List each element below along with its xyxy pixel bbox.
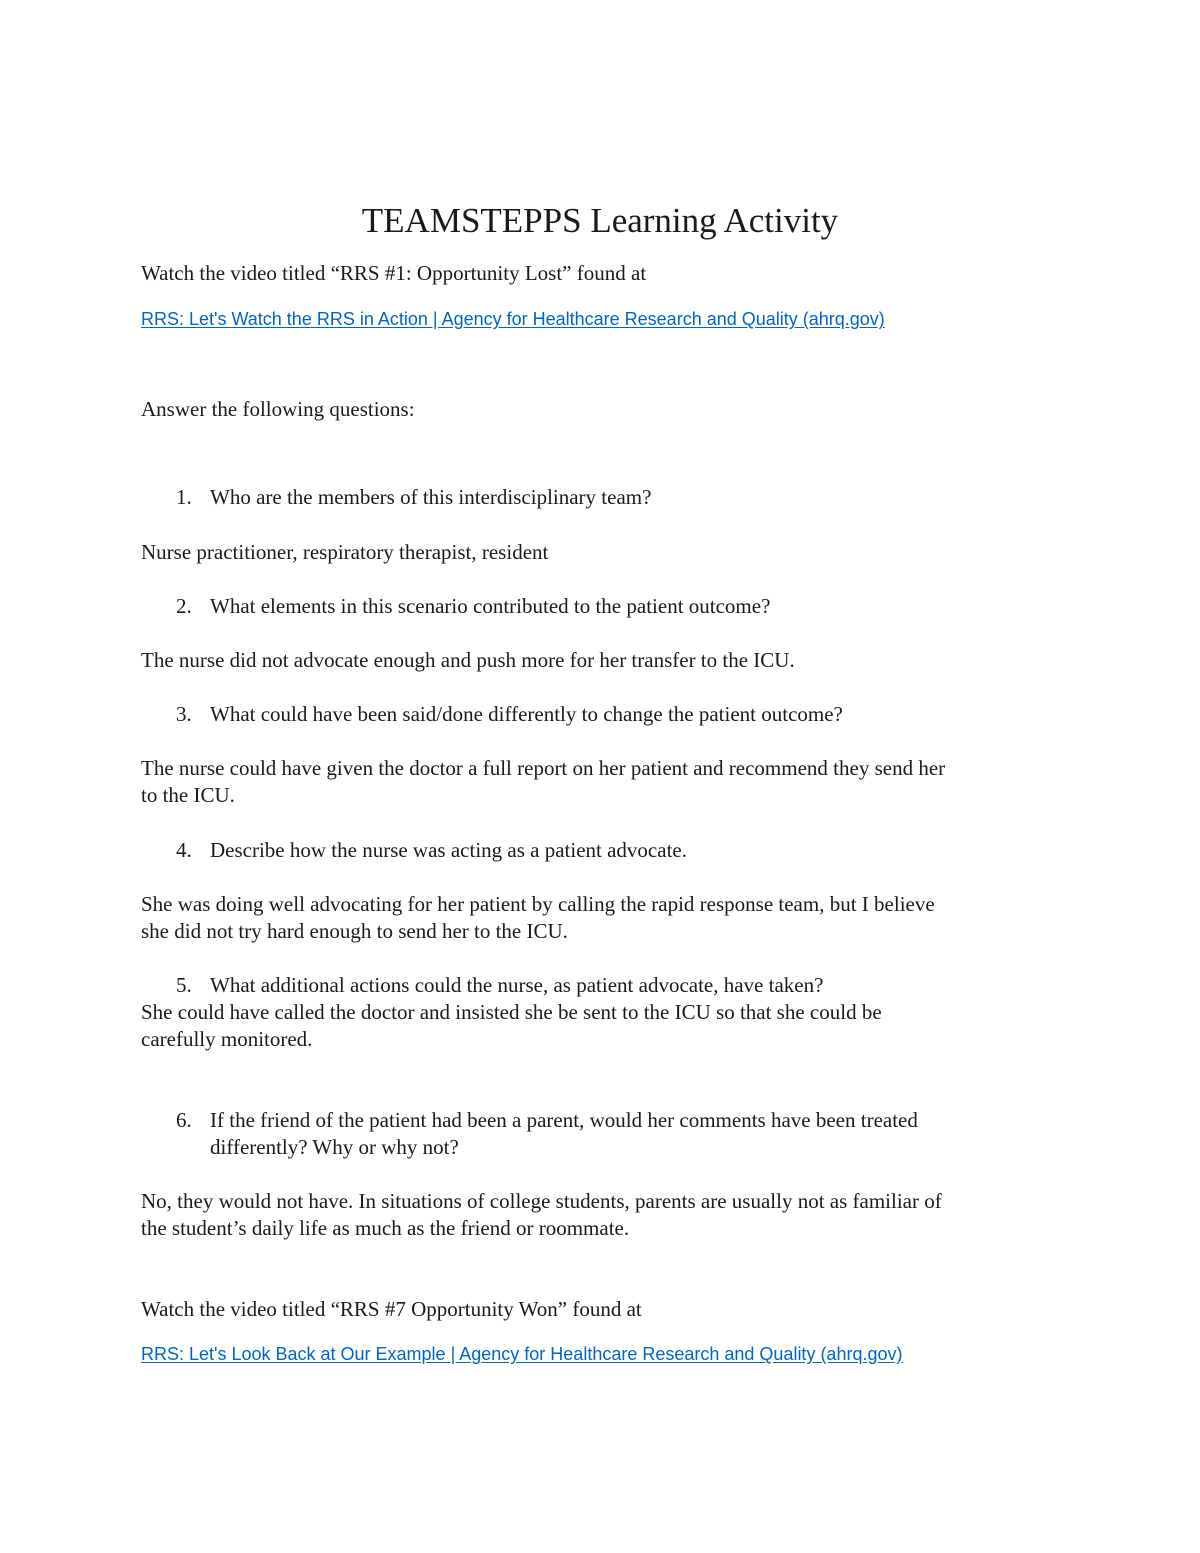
answer-6-line-1: No, they would not have. In situations of college students, parents are usually not as familiar of	[141, 1189, 942, 1213]
answer-3-line-1: The nurse could have given the doctor a full report on her patient and recommend they send her	[141, 756, 946, 780]
question-6-line-2: differently? Why or why not?	[210, 1135, 459, 1159]
question-text: Who are the members of this interdisciplinary team?	[210, 485, 652, 509]
intro-video-1: Watch the video titled “RRS #1: Opportunity Lost” found at	[141, 261, 647, 285]
question-5	[176, 972, 823, 999]
answer-5-line-2: carefully monitored.	[141, 1027, 313, 1051]
question-text: Describe how the nurse was acting as a patient advocate.	[210, 838, 687, 862]
question-text: What additional actions could the nurse, as patient advocate, have taken?	[210, 973, 824, 997]
question-6-line-1	[176, 1107, 918, 1134]
question-text: If the friend of the patient had been a parent, would her comments have been treated	[210, 1108, 918, 1132]
document-title: TEAMSTEPPS Learning Activity	[361, 201, 839, 240]
question-2	[176, 593, 770, 620]
answer-4-line-1: She was doing well advocating for her patient by calling the rapid response team, but I believe	[141, 892, 935, 916]
answer-5-line-1: She could have called the doctor and insisted she be sent to the ICU so that she could be	[141, 1000, 882, 1024]
answer-4-line-2: she did not try hard enough to send her to the ICU.	[141, 919, 568, 943]
question-number: 1.	[176, 485, 192, 509]
question-3	[176, 701, 843, 728]
question-4	[176, 837, 687, 864]
answer-1: Nurse practitioner, respiratory therapist, resident	[141, 540, 549, 564]
question-number: 6.	[176, 1108, 192, 1132]
question-number: 2.	[176, 594, 192, 618]
instructions: Answer the following questions:	[141, 397, 415, 421]
question-number: 4.	[176, 838, 192, 862]
answer-2: The nurse did not advocate enough and push more for her transfer to the ICU.	[141, 648, 795, 672]
video-link-2[interactable]: RRS: Let's Look Back at Our Example | Agency for Healthcare Research and Quality (ahrq.gov)	[141, 1344, 903, 1364]
question-number: 3.	[176, 702, 192, 726]
question-number: 5.	[176, 973, 192, 997]
answer-6-line-2: the student’s daily life as much as the friend or roommate.	[141, 1216, 630, 1240]
intro-video-2: Watch the video titled “RRS #7 Opportunity Won” found at	[141, 1297, 642, 1321]
video-link-1[interactable]: RRS: Let's Watch the RRS in Action | Agency for Healthcare Research and Quality (ahrq.gov)	[141, 309, 885, 329]
question-text: What elements in this scenario contributed to the patient outcome?	[210, 594, 771, 618]
question-1	[176, 484, 651, 511]
answer-3-line-2: to the ICU.	[141, 783, 235, 807]
question-text: What could have been said/done differently to change the patient outcome?	[210, 702, 843, 726]
